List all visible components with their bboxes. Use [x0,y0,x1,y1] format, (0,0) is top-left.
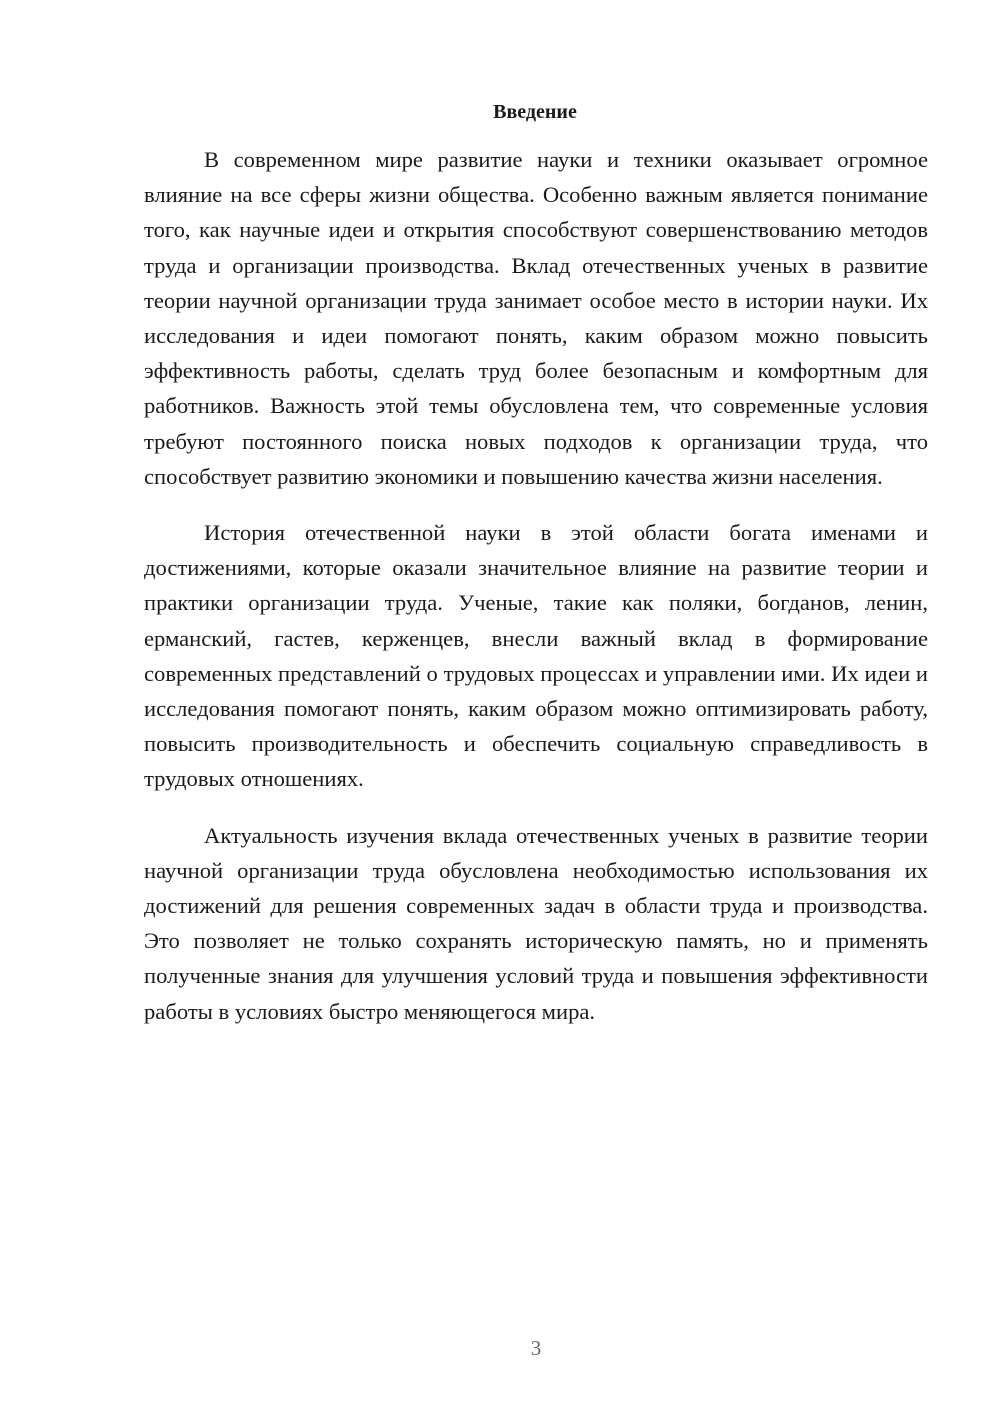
body-text [144,142,928,1029]
paragraph-2: История отечественной науки в этой области богата именами и достижениями, которые оказали значительное влияние на развитие теории и практики организации труда. Ученые, такие как поляки, богданов, ленин, ерманский, гастев, керженцев, внесли важный вклад в формирование современных представлений о трудовых процессах и управлении ими. Их идеи и исследования помогают понять, каким образом можно оптимизировать работу, повысить производительность и обеспечить социальную справедливость в трудовых отношениях. [144,520,928,792]
page-number: 3 [530,1336,542,1360]
section-title: Введение [493,101,577,123]
paragraph-3: Актуальность изучения вклада отечественных ученых в развитие теории научной организации труда обусловлена необходимостью использования их достижений для решения современных задач в области труда и производства. Это позволяет не только сохранять историческую память, но и применять полученные знания для улучшения условий труда и повышения эффективности работы в условиях быстро меняющегося мира. [144,822,928,1024]
paragraph-1: В современном мире развитие науки и техники оказывает огромное влияние на все сферы жизни общества. Особенно важным является понимание того, как научные идеи и открытия способствуют совершенствованию методов труда и организации производства. Вклад отечественных ученых в развитие теории научной организации труда занимает особое место в истории науки. Их исследования и идеи помогают понять, каким образом можно повысить эффективность работы, сделать труд более безопасным и комфортным для работников. Важность этой темы обусловлена тем, что современные условия требуют постоянного поиска новых подходов к организации труда, что способствует развитию экономики и повышению качества жизни населения. [144,147,928,489]
